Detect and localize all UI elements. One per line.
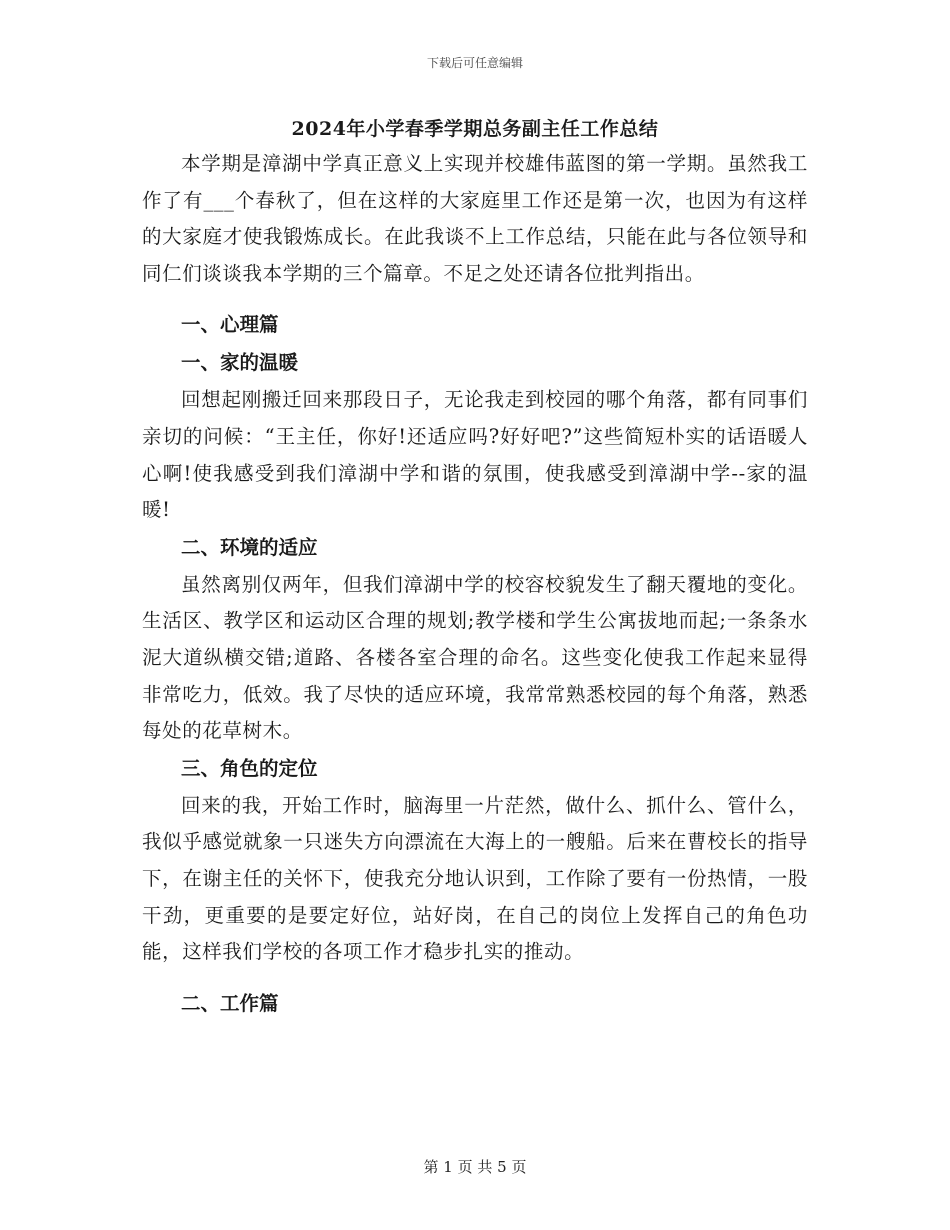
document-body (142, 146, 808, 1023)
section3-heading: 三、角色的定位 (181, 756, 318, 780)
section2-paragraph: 虽然离别仅两年，但我们漳湖中学的校容校貌发生了翻天覆地的变化。生活区、教学区和运动区合理的规划;教学楼和学生公寓拔地而起;一条条水泥大道纵横交错;道路、各楼各室合理的命名。这些变化使我工作起来显得非常吃力，低效。我了尽快的适应环境，我常常熟悉校园的每个角落，熟悉每处的花草树木。 (142, 572, 808, 743)
part2-heading: 二、工作篇 (181, 991, 279, 1015)
intro-paragraph: 本学期是漳湖中学真正意义上实现并校雄伟蓝图的第一学期。虽然我工作了有___个春秋了，但在这样的大家庭里工作还是第一次，也因为有这样的大家庭才使我锻炼成长。在此我谈不上工作总结，只能在此与各位领导和同仁们谈谈我本学期的三个篇章。不足之处还请各位批判指出。 (142, 152, 808, 285)
page-number: 第 1 页 共 5 页 (423, 1158, 527, 1176)
document-title: 2024年小学春季学期总务副主任工作总结 (291, 118, 659, 140)
page-header-note: 下载后可任意编辑 (426, 56, 523, 70)
section3-paragraph: 回来的我，开始工作时，脑海里一片茫然，做什么、抓什么、管什么，我似乎感觉就象一只迷失方向漂流在大海上的一艘船。后来在曹校长的指导下，在谢主任的关怀下，使我充分地认识到，工作除了要有一份热情，一股干劲，更重要的是要定好位，站好岗，在自己的岗位上发挥自己的角色功能，这样我们学校的各项工作才稳步扎实的推动。 (142, 793, 808, 964)
part1-heading: 一、心理篇 (181, 313, 279, 337)
section1-heading: 一、家的温暖 (181, 351, 299, 375)
section2-heading: 二、环境的适应 (181, 535, 318, 559)
section1-paragraph: 回想起刚搬迁回来那段日子，无论我走到校园的哪个角落，都有同事们亲切的问候：“王主任，你好!还适应吗?好好吧?”这些简短朴实的话语暖人心啊!使我感受到我们漳湖中学和谐的氛围，使我感受到漳湖中学--家的温暖! (142, 388, 808, 522)
